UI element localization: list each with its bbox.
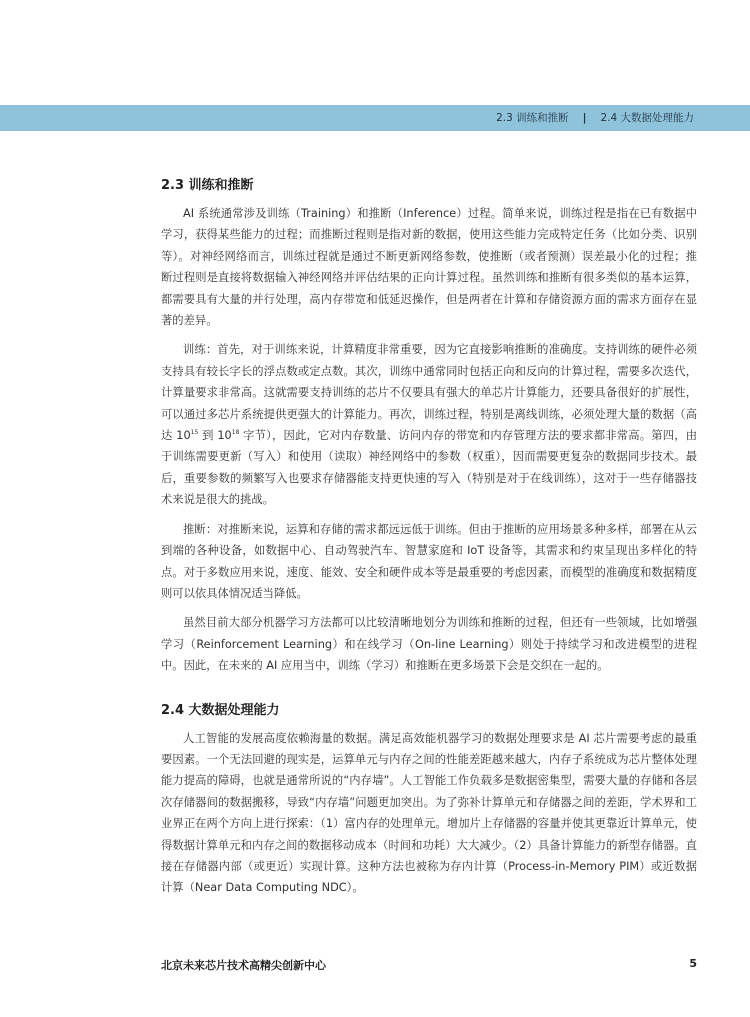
section-2-3-paragraph-4: 虽然目前大部分机器学习方法都可以比较清晰地划分为训练和推断的过程，但还有一些领域，比如增强学习（Reinforcement Learning）和在线学习（On-line Learning）则处于持续学习和改进模型的进程中。因此，在未来的 AI 应用当中，训练（学习）和推断在更多场景下会是交织在一起的。 <box>161 616 697 673</box>
training-text-a: 训练：首先，对于训练来说，计算精度非常重要，因为它直接影响推断的准确度。支持训练的硬件必须支持具有较长字长的浮点数或定点数。其次，训练中通常同时包括正向和反向的计算过程，需要多次迭代，计算量要求非常高。这就需要支持训练的芯片不仅要具有强大的单芯片计算能力，还要具备很好的扩展性，可以通过多芯片系统提供更强大的计算能力。再次，训练过程，特别是离线训练，必须处理大量的数据（高达 10 <box>161 343 697 443</box>
page-number: 5 <box>689 957 697 970</box>
running-header-text <box>496 105 694 131</box>
section-2-4-paragraph-1: 人工智能的发展高度依赖海量的数据。满足高效能机器学习的数据处理要求是 AI 芯片需要考虑的最重要因素。一个无法回避的现实是，运算单元与内存之间的性能差距越来越大，内存子系统成为芯片整体处理能力提高的障碍，也就是通常所说的“内存墙”。人工智能工作负载多是数据密集型，需要大量的存储和各层次存储器间的数据搬移，导致“内存墙”问题更加突出。为了弥补计算单元和存储器之间的差距，学术界和工业界正在两个方向上进行探索：（1）富内存的处理单元。增加片上存储器的容量并使其更靠近计算单元，使得数据计算单元和内存之间的数据移动成本（时间和功耗）大大减少。（2）具备计算能力的新型存储器。直接在存储器内部（或更近）实现计算。这种方法也被称为存内计算（Process-in-Memory PIM）或近数据计算（Near Data Computing NDC）。 <box>161 731 697 895</box>
section-2-3-paragraph-training <box>161 339 697 510</box>
footer-organization: 北京未来芯片技术高精尖创新中心 <box>161 959 326 972</box>
exponent-15: 15 <box>190 429 199 437</box>
header-separator: | <box>582 112 587 124</box>
page-body <box>161 176 697 899</box>
header-section-left: 2.3 训练和推断 <box>496 112 569 124</box>
section-2-3-title: 2.3 训练和推断 <box>161 178 254 193</box>
training-text-b: 到 10 <box>198 429 232 443</box>
running-header <box>0 105 750 131</box>
exponent-18: 18 <box>231 429 240 437</box>
header-section-right: 2.4 大数据处理能力 <box>600 112 694 124</box>
training-text-c: 字节），因此，它对内存数量、访问内存的带宽和内存管理方法的要求都非常高。第四，由于训练需要更新（写入）和使用（读取）神经网络中的参数（权重），因而需要更复杂的数据同步技术。最后，重要参数的频繁写入也要求存储器能支持更快速的写入（特别是对于在线训练），这对于一些存储器技术来说是很大的挑战。 <box>161 429 698 507</box>
section-2-3-paragraph-inference: 推断：对推断来说，运算和存储的需求都远远低于训练。但由于推断的应用场景多种多样，部署在从云到端的各种设备，如数据中心、自动驾驶汽车、智慧家庭和 IoT 设备等，其需求和约束呈现出多样化的特点。对于多数应用来说，速度、能效、安全和硬件成本等是最重要的考虑因素，而模型的准确度和数据精度则可以依具体情况适当降低。 <box>161 522 697 600</box>
section-2-4-title: 2.4 大数据处理能力 <box>161 702 280 718</box>
section-2-3-paragraph-1: AI 系统通常涉及训练（Training）和推断（Inference）过程。简单来说，训练过程是指在已有数据中学习，获得某些能力的过程；而推断过程则是指对新的数据，使用这些能力完成特定任务（比如分类、识别等）。对神经网络而言，训练过程就是通过不断更新网络参数，使推断（或者预测）误差最小化的过程；推断过程则是直接将数据输入神经网络并评估结果的正向计算过程。虽然训练和推断有很多类似的基本运算，都需要具有大量的并行处理，高内存带宽和低延迟操作，但是两者在计算和存储资源方面的需求方面存在显著的差异。 <box>161 207 697 328</box>
